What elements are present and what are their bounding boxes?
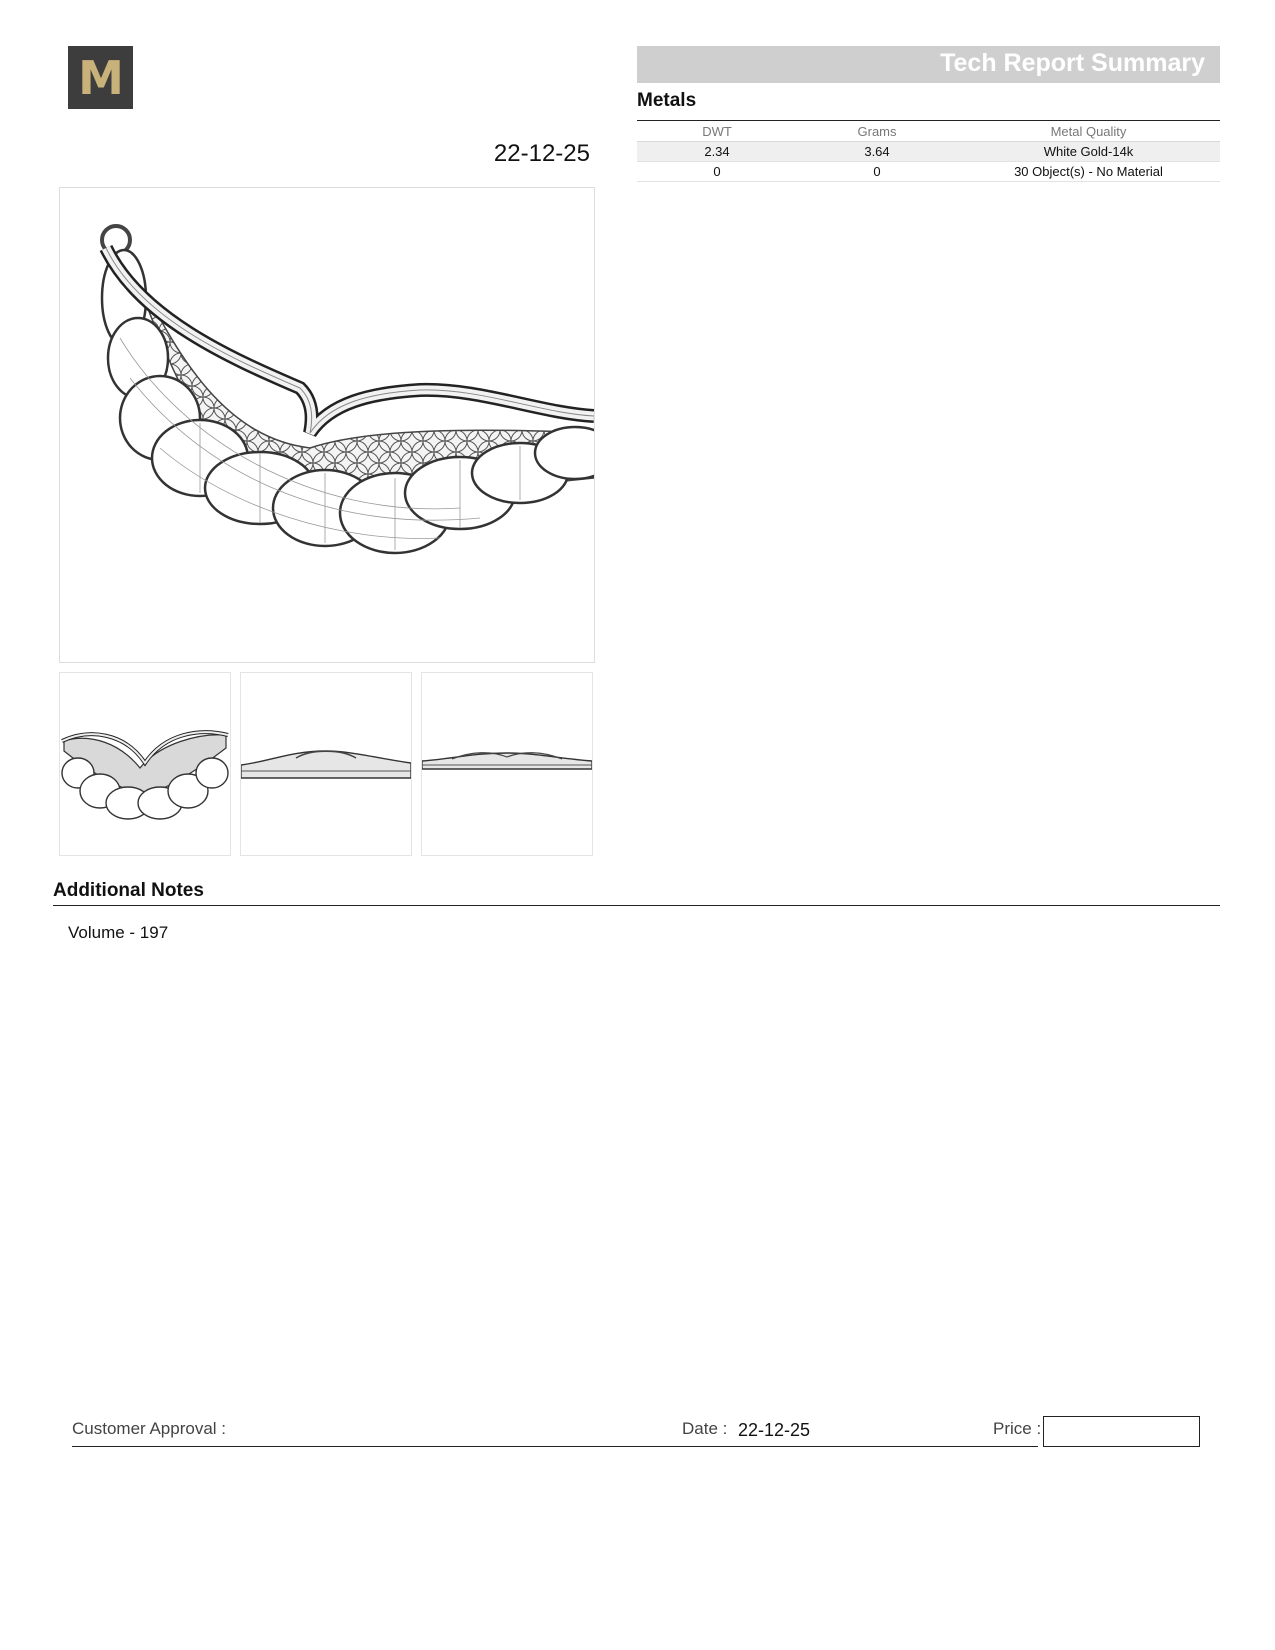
cell-dwt: 2.34 bbox=[637, 142, 797, 162]
metals-table bbox=[637, 121, 1220, 182]
thumbnail-side-view bbox=[240, 672, 412, 856]
signature-line bbox=[72, 1446, 1038, 1447]
pendant-top-render bbox=[422, 673, 592, 855]
column-header-grams: Grams bbox=[857, 123, 897, 139]
cell-grams: 3.64 bbox=[797, 142, 957, 162]
pendant-side-render bbox=[241, 673, 411, 855]
price-field[interactable] bbox=[1043, 1416, 1200, 1447]
table-row bbox=[637, 162, 1220, 182]
column-header-metal-quality: Metal Quality bbox=[1050, 123, 1127, 139]
company-logo bbox=[68, 46, 133, 109]
cell-grams: 0 bbox=[797, 162, 957, 182]
main-render-view bbox=[59, 187, 595, 663]
report-date: 22-12-25 bbox=[493, 140, 590, 167]
cell-metal-quality: White Gold-14k bbox=[957, 142, 1220, 162]
table-header-row bbox=[637, 121, 1220, 142]
pendant-perspective-render bbox=[60, 188, 594, 662]
logo-letter: M bbox=[78, 50, 123, 105]
approval-date-label: Date : bbox=[682, 1419, 728, 1438]
approval-date-value: 22-12-25 bbox=[738, 1420, 811, 1440]
pendant-front-render bbox=[60, 673, 230, 855]
price-label: Price : bbox=[993, 1419, 1042, 1438]
metals-heading: Metals bbox=[637, 90, 697, 111]
cell-dwt: 0 bbox=[637, 162, 797, 182]
thumbnail-front-view bbox=[59, 672, 231, 856]
column-header-dwt: DWT bbox=[702, 123, 732, 139]
notes-divider bbox=[53, 905, 1220, 906]
thumbnail-top-view bbox=[421, 672, 593, 856]
cell-metal-quality: 30 Object(s) - No Material bbox=[957, 162, 1220, 182]
report-title-bar bbox=[637, 46, 1220, 83]
report-title: Tech Report Summary bbox=[940, 49, 1205, 77]
table-row bbox=[637, 142, 1220, 162]
customer-approval-label: Customer Approval : bbox=[72, 1419, 227, 1438]
notes-text: Volume - 197 bbox=[68, 923, 169, 942]
additional-notes-heading: Additional Notes bbox=[53, 880, 204, 901]
